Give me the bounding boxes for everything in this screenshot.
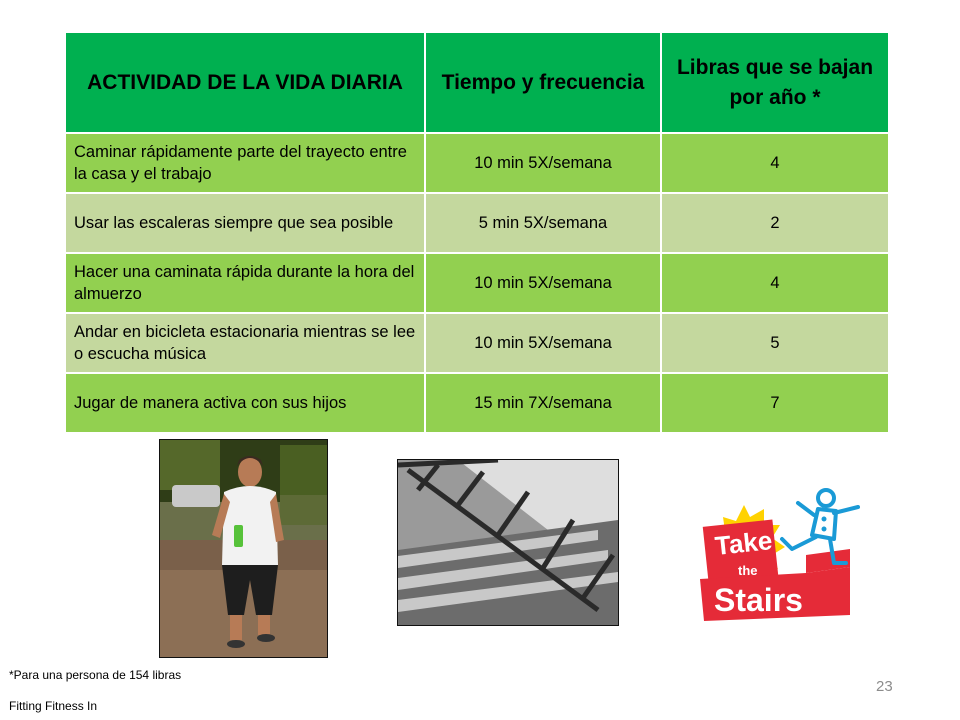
table-row (65, 373, 889, 433)
header-activity: ACTIVIDAD DE LA VIDA DIARIA (65, 32, 425, 133)
time-cell: 5 min 5X/semana (425, 193, 661, 253)
activity-cell: Andar en bicicleta estacionaria mientras se lee o escucha música (65, 313, 425, 373)
time-cell: 10 min 5X/semana (425, 313, 661, 373)
take-the-stairs-logo (686, 487, 868, 627)
activity-cell: Caminar rápidamente parte del trayecto entre la casa y el trabajo (65, 133, 425, 193)
time-cell: 10 min 5X/semana (425, 253, 661, 313)
activity-cell: Jugar de manera activa con sus hijos (65, 373, 425, 433)
pounds-cell: 4 (661, 133, 889, 193)
logo-text-the: the (738, 563, 758, 578)
pounds-cell: 7 (661, 373, 889, 433)
table-row (65, 133, 889, 193)
activity-cell: Usar las escaleras siempre que sea posible (65, 193, 425, 253)
table-row (65, 253, 889, 313)
stairs-photo (397, 459, 619, 626)
time-cell: 15 min 7X/semana (425, 373, 661, 433)
header-time-frequency: Tiempo y frecuencia (425, 32, 661, 133)
walking-woman-photo (159, 439, 328, 658)
table-row (65, 313, 889, 373)
logo-text-stairs: Stairs (714, 582, 803, 618)
table-row (65, 193, 889, 253)
activity-cell: Hacer una caminata rápida durante la hora del almuerzo (65, 253, 425, 313)
header-pounds-lost: Libras que se bajan por año * (661, 32, 889, 133)
activity-table (64, 31, 890, 434)
logo-text-take: Take (713, 525, 774, 561)
footnote: *Para una persona de 154 libras (9, 668, 182, 682)
source-label: Fitting Fitness In (9, 699, 98, 713)
page-number: 23 (876, 678, 893, 695)
pounds-cell: 2 (661, 193, 889, 253)
table-header-row (65, 32, 889, 133)
pounds-cell: 4 (661, 253, 889, 313)
pounds-cell: 5 (661, 313, 889, 373)
time-cell: 10 min 5X/semana (425, 133, 661, 193)
